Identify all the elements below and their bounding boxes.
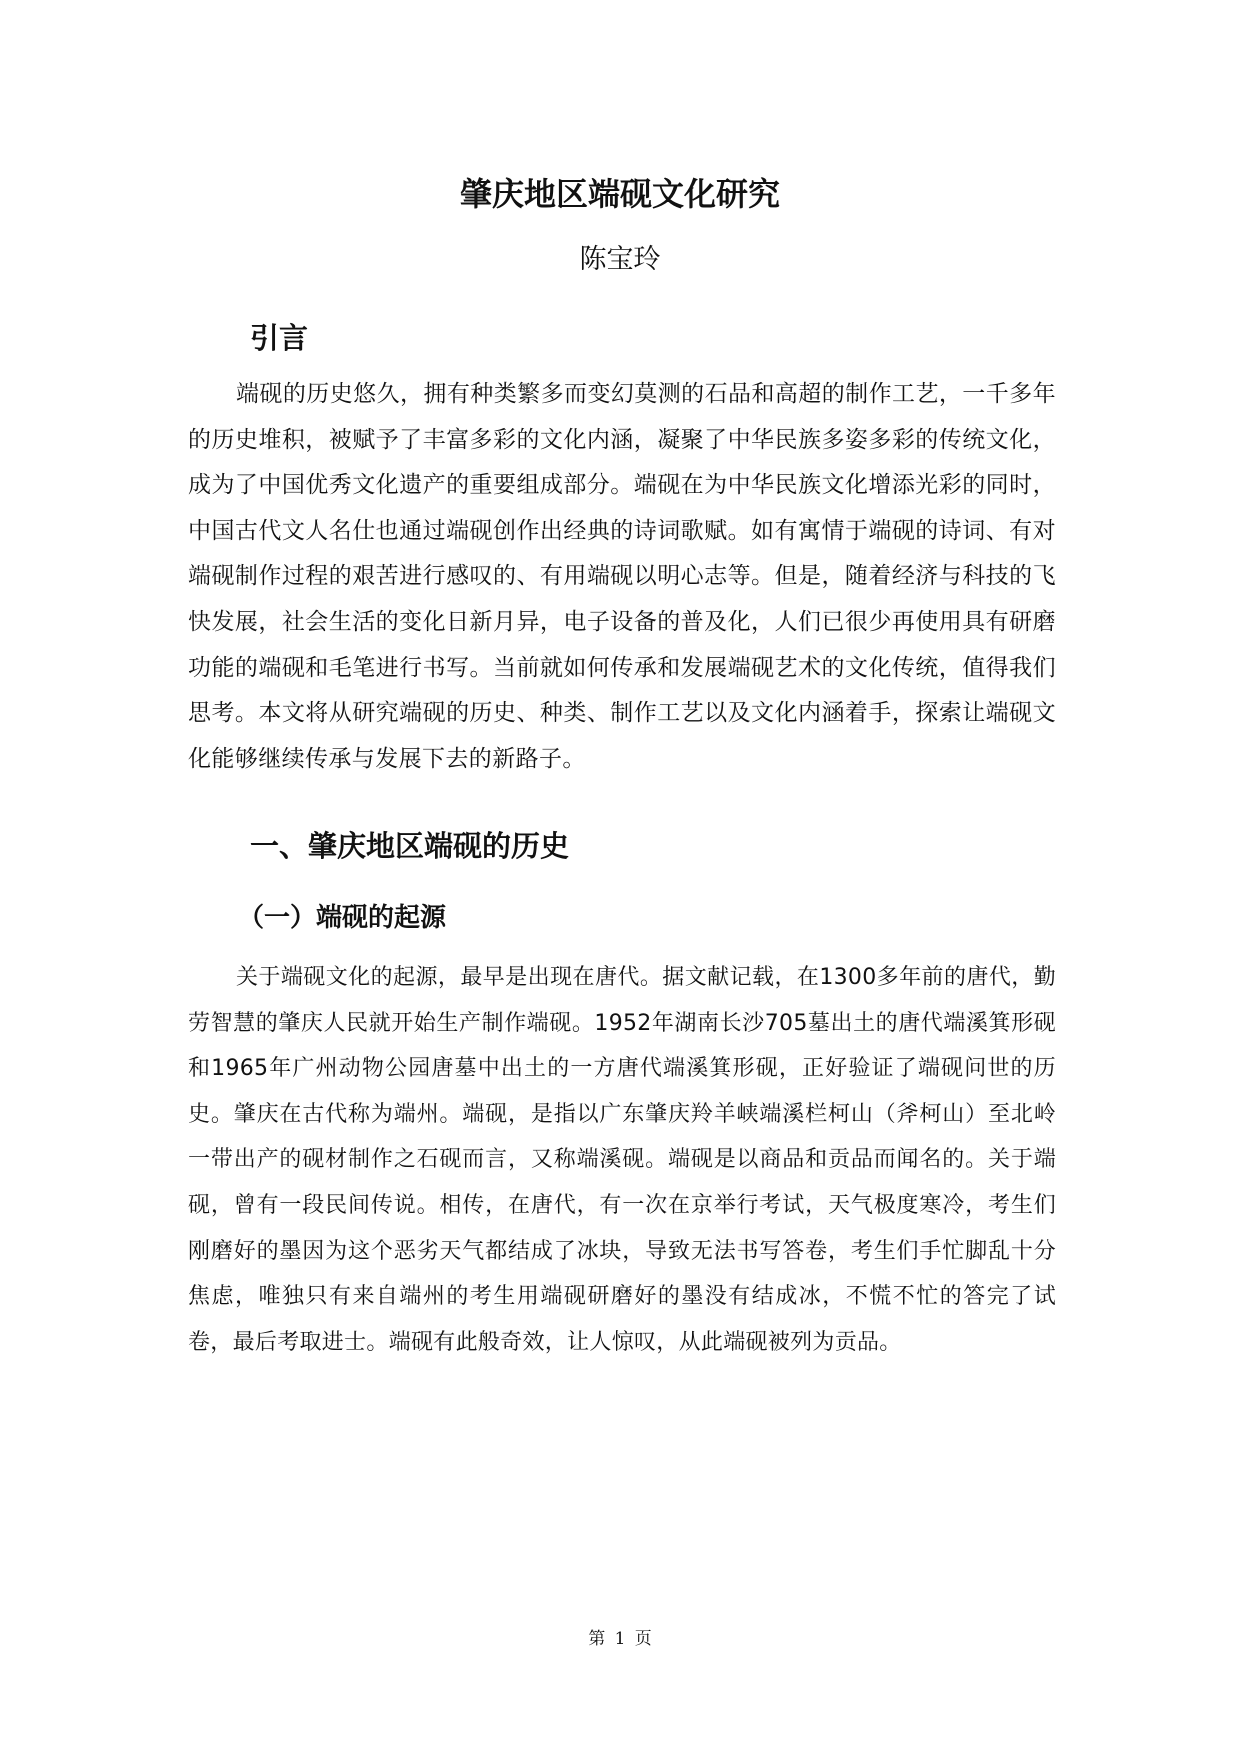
subsection-heading-origin: （一）端砚的起源 <box>238 903 447 933</box>
page-number: 第 1 页 <box>588 1629 652 1649</box>
origin-paragraph: 关于端砚文化的起源，最早是出现在唐代。据文献记载，在1300多年前的唐代，勤劳智慧的肇庆人民就开始生产制作端砚。1952年湖南长沙705墓出土的唐代端溪箕形砚和1965年广州动物公园唐墓中出土的一方唐代端溪箕形砚，正好验证了端砚问世的历史。肇庆在古代称为端州。端砚，是指以广东肇庆羚羊峡端溪栏柯山（斧柯山）至北岭一带出产的砚材制作之石砚而言，又称端溪砚。端砚是以商品和贡品而闻名的。关于端砚，曾有一段民间传说。相传，在唐代，有一次在京举行考试，天气极度寒冷，考生们刚磨好的墨因为这个恶劣天气都结成了冰块，导致无法书写答卷，考生们手忙脚乱十分焦虑，唯独只有来自端州的考生用端砚研磨好的墨没有结成冰，不慌不忙的答完了试卷，最后考取进士。端砚有此般奇效，让人惊叹，从此端砚被列为贡品。 <box>188 965 1056 1355</box>
section-heading-intro: 引言 <box>250 321 309 355</box>
section-heading-history: 一、肇庆地区端砚的历史 <box>250 829 570 863</box>
author-name: 陈宝玲 <box>579 244 661 275</box>
intro-paragraph: 端砚的历史悠久，拥有种类繁多而变幻莫测的石品和高超的制作工艺，一千多年的历史堆积，被赋予了丰富多彩的文化内涵，凝聚了中华民族多姿多彩的传统文化，成为了中国优秀文化遗产的重要组成部分。端砚在为中华民族文化增添光彩的同时，中国古代文人名仕也通过端砚创作出经典的诗词歌赋。如有寓情于端砚的诗词、有对端砚制作过程的艰苦进行感叹的、有用端砚以明心志等。但是，随着经济与科技的飞快发展，社会生活的变化日新月异，电子设备的普及化，人们已很少再使用具有研磨功能的端砚和毛笔进行书写。当前就如何传承和发展端砚艺术的文化传统，值得我们思考。本文将从研究端砚的历史、种类、制作工艺以及文化内涵着手，探索让端砚文化能够继续传承与发展下去的新路子。 <box>188 381 1056 772</box>
document-title: 肇庆地区端砚文化研究 <box>459 175 780 213</box>
